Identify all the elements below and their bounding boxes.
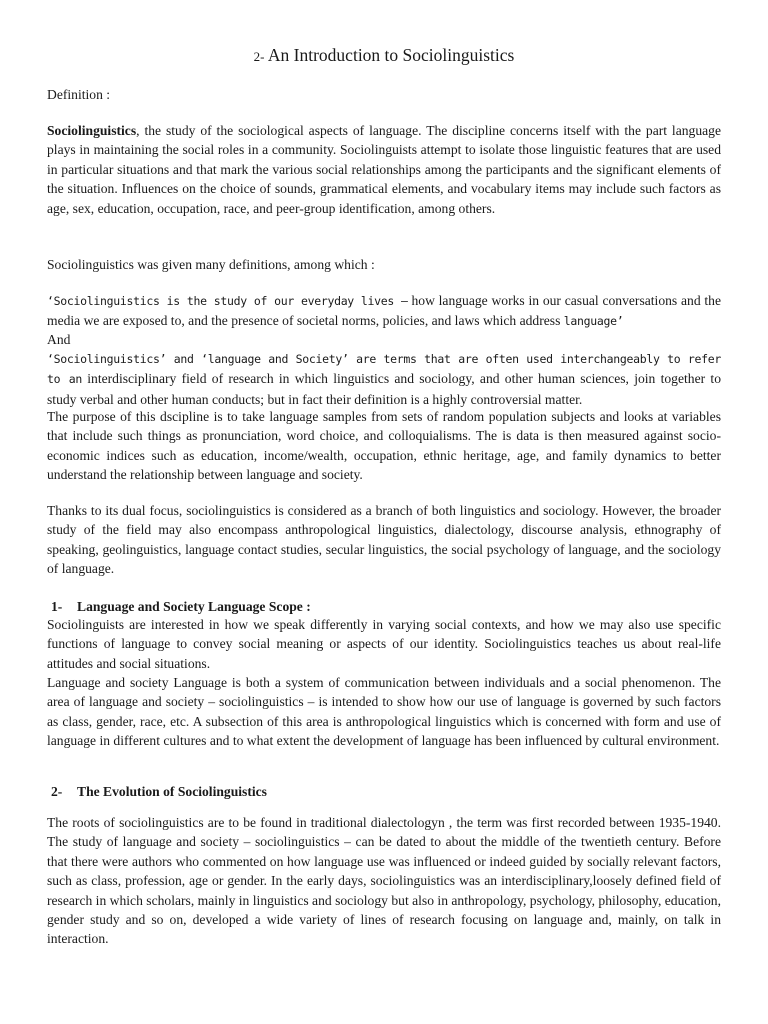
title-number: 2- [253,49,265,64]
section-heading-1 [51,597,311,616]
quote-1-end: language’ [563,314,624,329]
definition-body: , the study of the sociological aspects of language. The discipline concerns itself with the part language plays in maintaining the social roles in a community. Sociolinguists attempt to isolate those linguistic features that are used in particular situations and that mark the various social relationships among the participants and the significant elements of the situation. Influences on the choice of sounds, grammatical elements, and vocabulary items may include such factors as age, sex, education, occupation, race, and peer-group identification, among others. [47,123,721,216]
definition-label: Definition : [47,87,111,102]
section-1-title: Language and Society Language Scope : [77,599,311,614]
quote-2-start: ‘Sociolinguistics’ and ‘language and Society’ are terms that are often used interchangeably to refer to an [47,352,721,387]
paragraph-dual-focus: Thanks to its dual focus, sociolinguistics is considered as a branch of both linguistics and sociology. However, the broader study of the field may also encompass anthropological linguistics, dialectology, discourse analysis, ethnography of speaking, geolinguistics, language contact studies, secular linguistics, the social psychology of language, and the sociology of language. [47,503,721,577]
section-2-number: 2- [51,784,63,799]
quote-1 [47,291,721,332]
section-1-number: 1- [51,599,63,614]
paragraph-language-society: Language and society Language is both a system of communication between individuals and a social phenomenon. The area of language and society – sociolinguistics – is intended to show how our use of language is governed by such factors as class, gender, race, etc. A subsection of this area is anthropological linguistics which is concerned with form and use of language in different cultures and to what extent the development of language has been influenced by cultural environment. [47,675,721,749]
paragraph-evolution: The roots of sociolinguistics are to be found in traditional dialectologyn , the term was first recorded between 1935-1940. The study of language and society – sociolinguistics – can be dated to about the middle of the twentieth century. Before that there were authors who commented on how language use was influenced or indeed guided by socially relevant factors, such as class, profession, age or gender. In the early days, sociolinguistics was an interdisciplinary,loosely defined field of research in which scholars, mainly in linguistics and sociology but also in anthropology, psychology, philosophy, education, gender study and so on, developed a wide variety of lines of research focusing on language and, mainly, on talk in interaction. [47,815,721,947]
quote-1-start: ‘Sociolinguistics is the study of our everyday lives – [47,294,408,308]
paragraph-definitions-intro: Sociolinguistics was given many definitions, among which : [47,257,375,272]
paragraph-scope: Sociolinguists are interested in how we speak differently in varying social contexts, and how we may also use specific functions of language to convey social meaning or aspects of our identity. Sociolinguistics teaches us about real-life attitudes and social situations. [47,617,721,671]
paragraph-definition [47,121,721,218]
quote-1-body: how language works in our casual conversations and the media we are exposed to, and the presence of societal norms, policies, and laws which address [47,293,721,329]
quote-2 [47,349,721,409]
page-title [47,44,721,68]
section-2-title: The Evolution of Sociolinguistics [77,784,267,799]
title-text: An Introduction to Sociolinguistics [267,45,515,65]
paragraph-purpose: The purpose of this dscipline is to take language samples from sets of random population subjects and looks at variables that include such things as pronunciation, word choice, and colloquialisms. The is data is then measured against socio-economic indices such as education, income/wealth, occupation, ethnic heritage, age, and family dynamics to better understand the relationship between language and society. [47,409,721,483]
section-heading-2 [51,782,267,801]
term-sociolinguistics: Sociolinguistics [47,123,137,138]
quote-2-body: interdisciplinary field of research in which linguistics and sociology, and other human sciences, join together to study verbal and other human conducts; but in fact their definition is a highly controversial matter. [47,371,721,407]
and-connector: And [47,332,71,347]
